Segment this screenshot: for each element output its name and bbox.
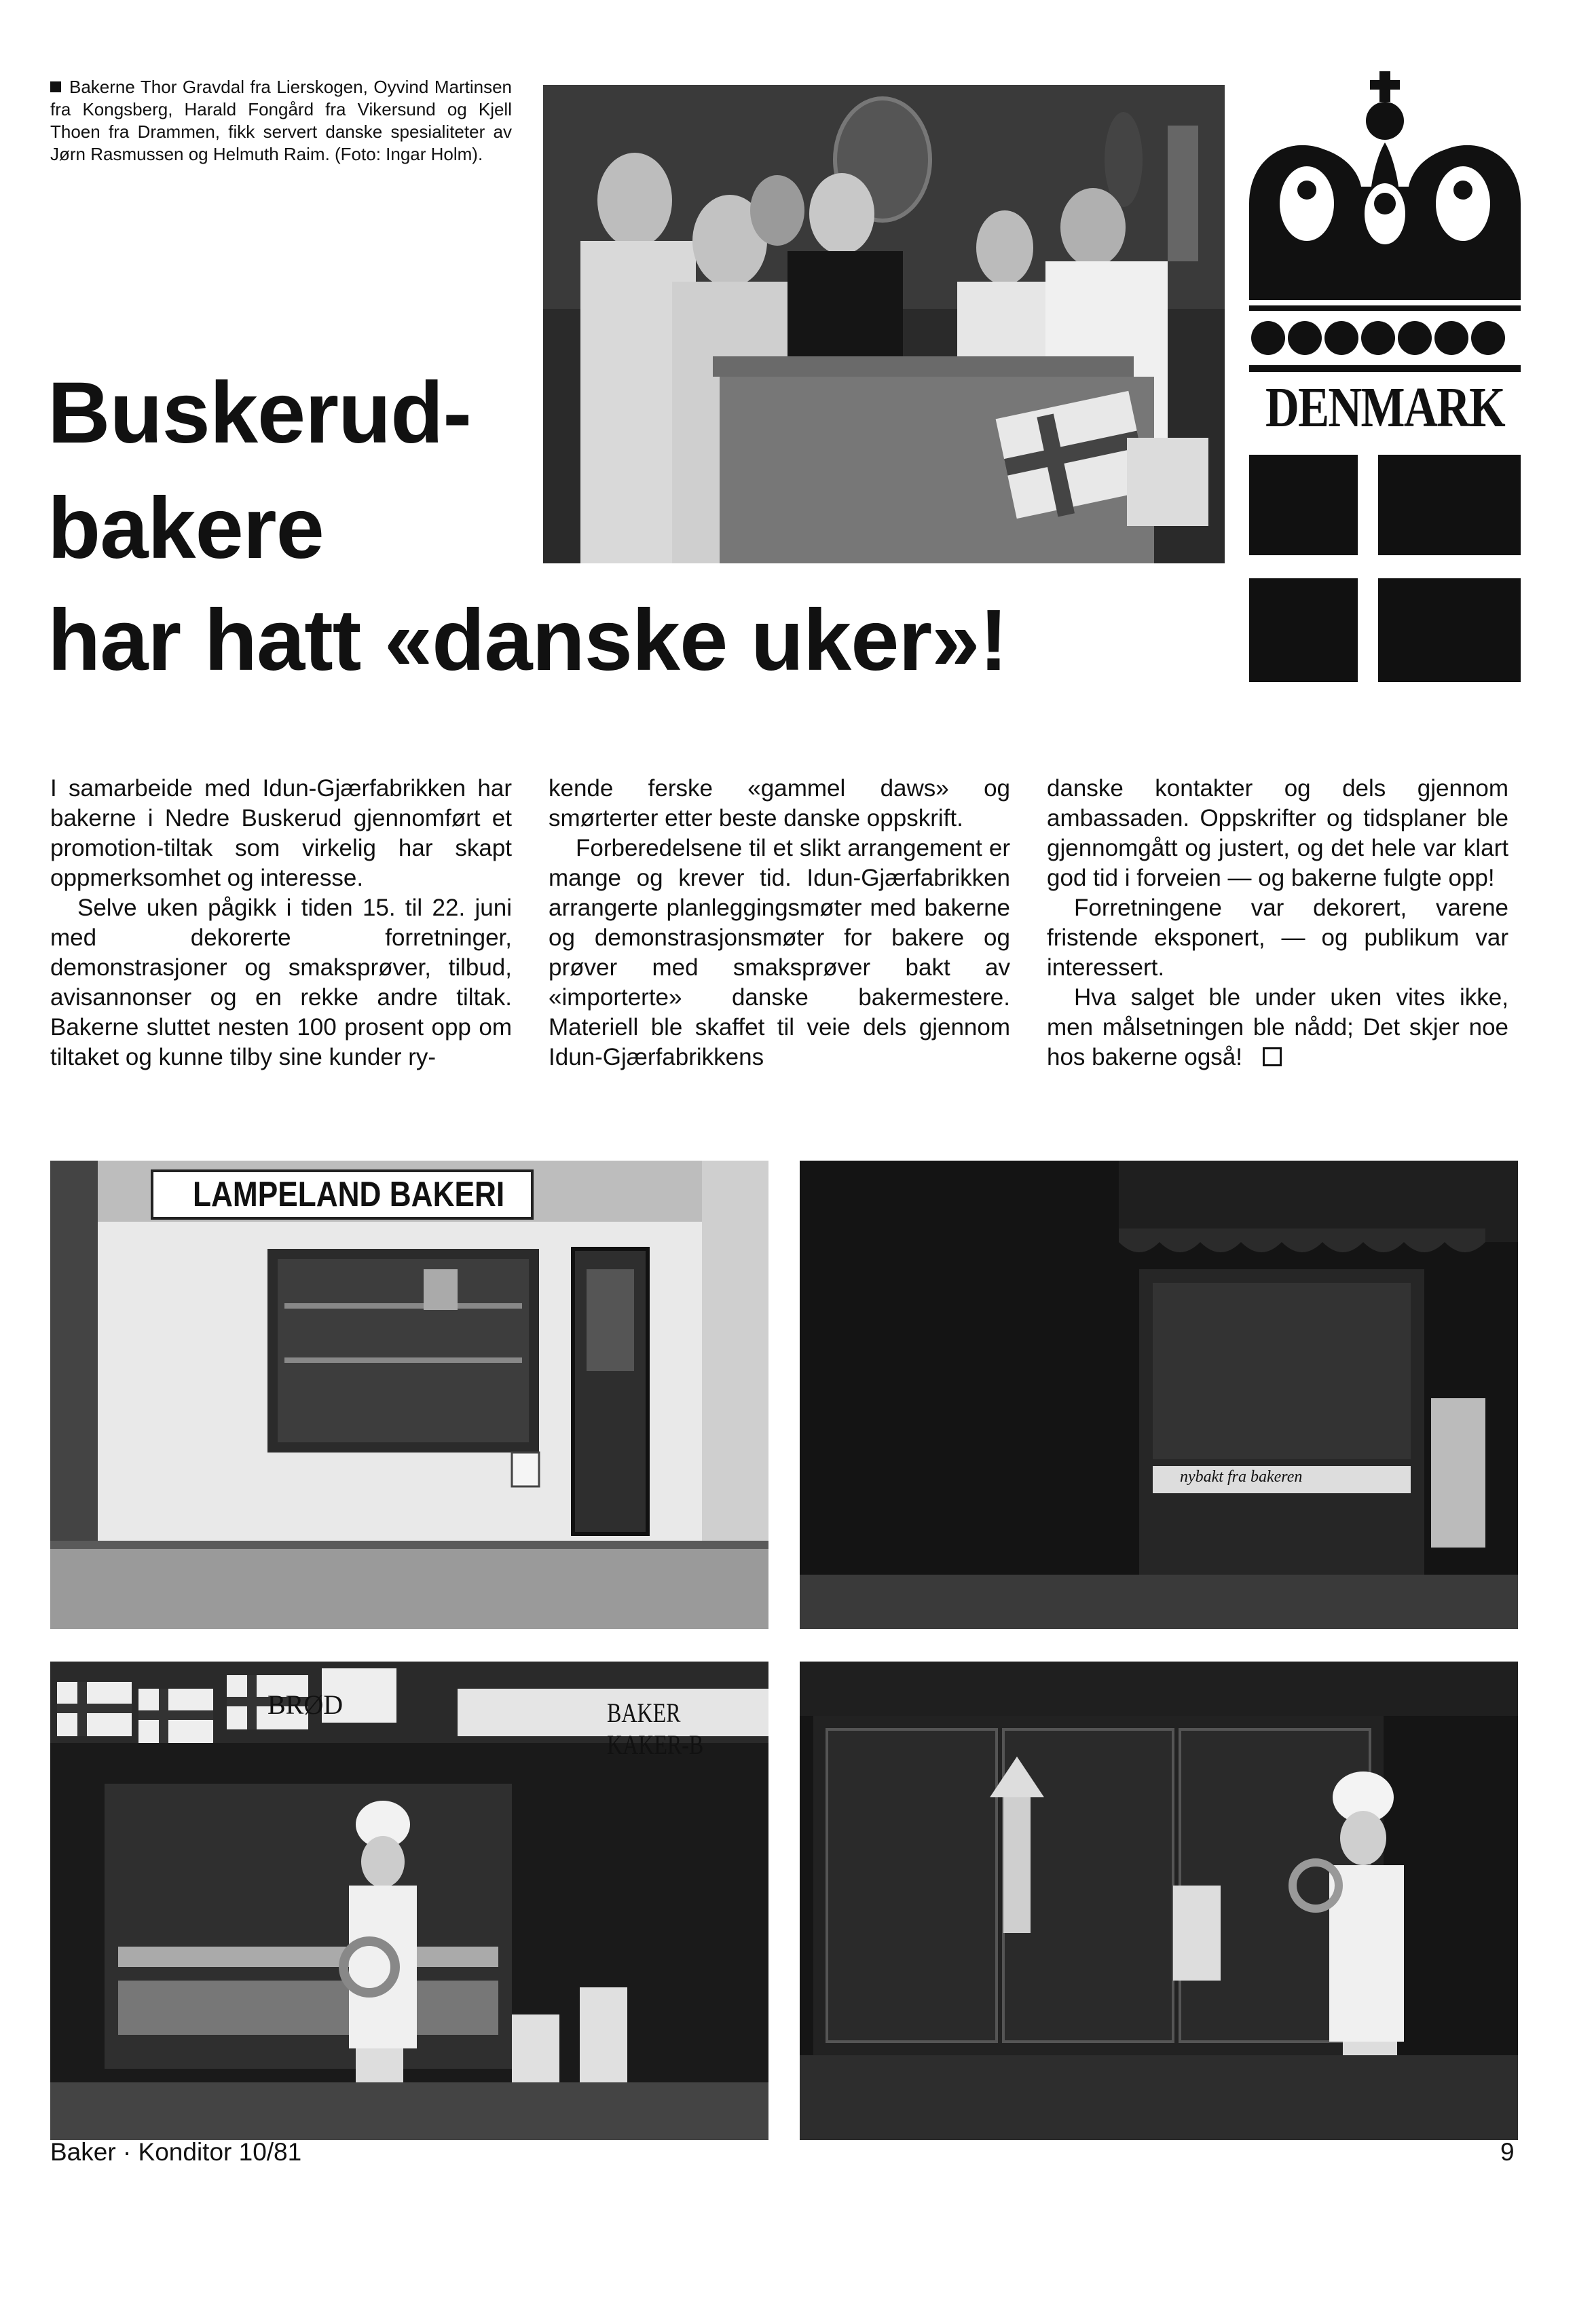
photo-caption-text: Bakerne Thor Gravdal fra Lierskogen, Oyvind Martinsen fra Kongsberg, Harald Fongård fra Vikersund og Kjell Thoen fra Drammen, fikk servert danske spesialiteter av Jørn Rasmussen og Helmuth Raim. (Foto: Ingar Holm). [50, 77, 512, 164]
headline-line-2: bakere [48, 480, 324, 577]
paragraph: kende ferske «gammel daws» og smørterter etter beste danske oppskrift. [549, 775, 1010, 831]
shop-sign-nybakt: nybakt fra bakeren [1180, 1468, 1303, 1486]
paragraph: Forretningene var dekorert, varene fristende eksponert, — og publikum var interessert. [1047, 895, 1508, 981]
body-column-3 [1047, 774, 1508, 1072]
photo-bakery-flags [50, 1662, 768, 2140]
bullet-icon [50, 81, 61, 92]
photo-lampeland-bakeri [50, 1161, 768, 1629]
denmark-label: DENMARK [1265, 376, 1505, 439]
shop-sign-brod: BRØD [267, 1689, 344, 1720]
paragraph-text: Hva salget ble under uken vites ikke, men målsetningen ble nådd; Det skjer noe hos bakerne også! [1047, 984, 1508, 1070]
headline-line-1: Buskerud- [48, 364, 471, 462]
body-column-2 [549, 774, 1010, 1072]
paragraph: I samarbeide med Idun-Gjærfabrikken har bakerne i Nedre Buskerud gjennomført et promotion-tiltak som virkelig har skapt oppmerksomhet og interesse. [50, 775, 512, 891]
shop-sign-lampeland: LAMPELAND BAKERI [193, 1175, 505, 1214]
photo-storefront-awning [800, 1161, 1518, 1629]
photo-caption [50, 76, 512, 166]
footer-publication: Baker · Konditor 10/81 [50, 2138, 302, 2166]
paragraph [1047, 983, 1508, 1072]
paragraph: danske kontakter og dels gjennom ambassaden. Oppskrifter og tidsplaner ble gjennomgått og justert, og det hele var klart god tid i forveien — og bakerne fulgte opp! [1047, 775, 1508, 891]
paragraph: Forberedelsene til et slikt arrangement er mange og krever tid. Idun-Gjærfabrikken arrangerte planleggingsmøter med bakerne og demonstrasjonsmøter for bakere og prøver med smaksprøver bakt av «importerte» danske bakermestere. Materiell ble skaffet til veie dels gjennom Idun-Gjærfabrikkens [549, 835, 1010, 1070]
paragraph: Selve uken pågikk i tiden 15. til 22. juni med dekorerte forretninger, demonstrasjoner og smaksprøver, tilbud, avisannonser og en rekke andre tiltak. Bakerne sluttet nesten 100 prosent opp om tiltaket og kunne tilby sine kunder ry- [50, 895, 512, 1070]
body-column-1 [50, 774, 512, 1072]
photo-bakers-tasting [543, 85, 1225, 563]
end-mark-icon [1263, 1047, 1282, 1066]
page-number: 9 [1500, 2138, 1515, 2166]
photo-shop-window-baker [800, 1662, 1518, 2140]
headline-line-3: har hatt «danske uker»! [48, 592, 1007, 689]
denmark-emblem [1236, 68, 1534, 682]
shop-sign-baker-kaker: BAKER KAKER-B [607, 1698, 704, 1760]
